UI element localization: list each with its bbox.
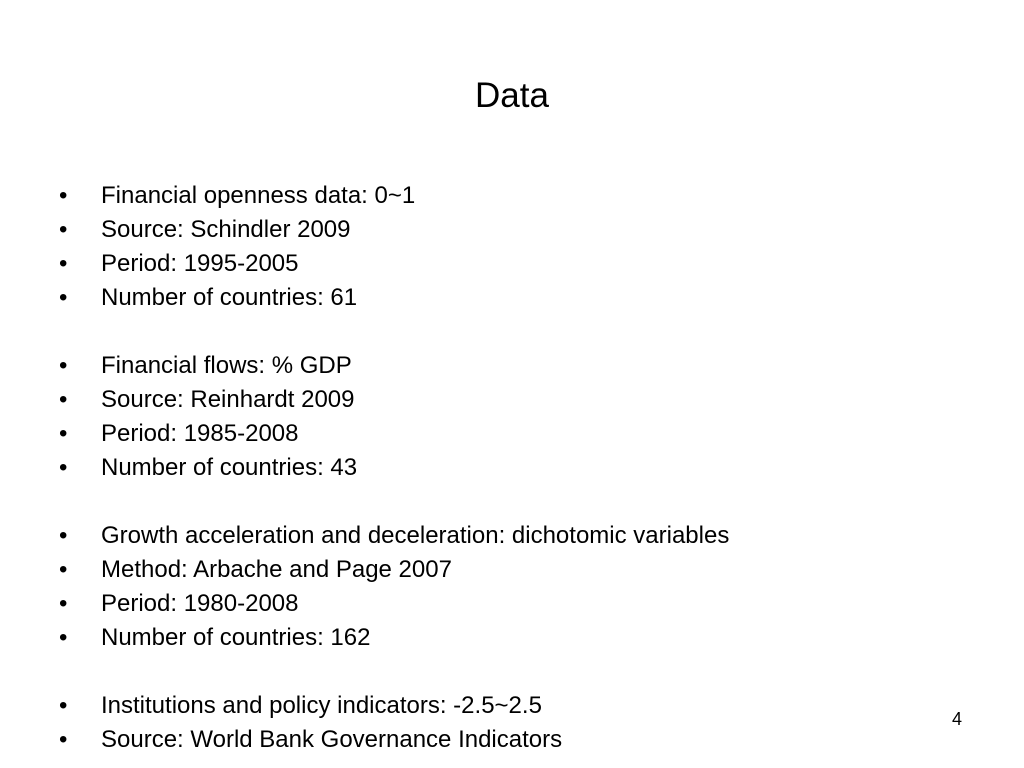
list-item xyxy=(58,417,958,451)
list-item xyxy=(58,587,958,621)
list-item-text: Source: World Bank Governance Indicators xyxy=(101,726,563,753)
bullet-icon: • xyxy=(59,522,68,549)
list-item xyxy=(58,213,958,247)
list-item xyxy=(58,689,958,723)
list-item-text: Period: 1980-2008 xyxy=(101,590,299,617)
list-item-text: Source: Schindler 2009 xyxy=(101,216,351,243)
bullet-group xyxy=(58,179,958,315)
bullet-icon: • xyxy=(59,624,68,651)
list-item xyxy=(58,383,958,417)
bullet-icon: • xyxy=(59,454,68,481)
bullet-group xyxy=(58,519,958,655)
list-item-text: Number of countries: 61 xyxy=(101,284,358,311)
list-item xyxy=(58,349,958,383)
list-item xyxy=(58,451,958,485)
list-item xyxy=(58,519,958,553)
slide-number: 4 xyxy=(951,709,962,729)
list-item xyxy=(58,179,958,213)
bullet-group xyxy=(58,689,958,757)
list-item-text: Financial openness data: 0~1 xyxy=(101,182,416,209)
slide-title: Data xyxy=(475,76,549,115)
list-item xyxy=(58,723,958,757)
bullet-icon: • xyxy=(59,386,68,413)
list-item-text: Institutions and policy indicators: -2.5~2.5 xyxy=(101,692,542,719)
list-item-text: Period: 1985-2008 xyxy=(101,420,299,447)
bullet-icon: • xyxy=(59,216,68,243)
list-item xyxy=(58,553,958,587)
bullet-group xyxy=(58,349,958,485)
list-item xyxy=(58,247,958,281)
list-item-text: Period: 1995-2005 xyxy=(101,250,299,277)
bullet-icon: • xyxy=(59,182,68,209)
bullet-icon: • xyxy=(59,284,68,311)
list-item xyxy=(58,281,958,315)
list-item-text: Growth acceleration and deceleration: dichotomic variables xyxy=(101,522,730,549)
list-item-text: Number of countries: 43 xyxy=(101,454,358,481)
bullet-list xyxy=(58,179,958,768)
bullet-icon: • xyxy=(59,590,68,617)
list-item-text: Number of countries: 162 xyxy=(101,624,371,651)
list-item xyxy=(58,621,958,655)
bullet-icon: • xyxy=(59,692,68,719)
bullet-icon: • xyxy=(59,420,68,447)
bullet-icon: • xyxy=(59,250,68,277)
bullet-icon: • xyxy=(59,352,68,379)
list-item-text: Financial flows: % GDP xyxy=(101,352,352,379)
list-item-text: Method: Arbache and Page 2007 xyxy=(101,556,452,583)
bullet-icon: • xyxy=(59,556,68,583)
bullet-icon: • xyxy=(59,726,68,753)
list-item-text: Source: Reinhardt 2009 xyxy=(101,386,355,413)
